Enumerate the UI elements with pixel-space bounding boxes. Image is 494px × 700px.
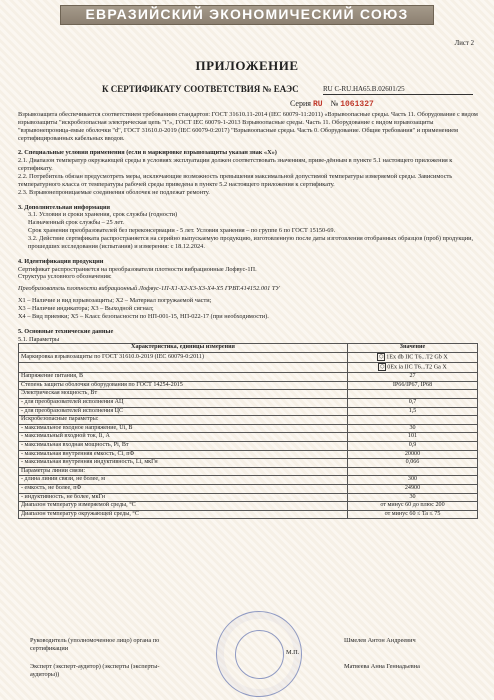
designation-x1-x2: X1 – Наличие и вид взрывозащиты; X2 – Материал погружаемой части; — [18, 297, 212, 305]
param-value — [348, 353, 478, 363]
param-value-text: 30 — [409, 424, 416, 431]
param-value-text: 0,066 — [405, 459, 420, 466]
section-2-item-1: 2.1. Диапазон температур окружающей среды в условиях эксплуатации должен соответствовать значениям, приве-дённым в пункте 5.1 настоящего приложения к сертификату. — [18, 157, 453, 173]
table-row — [19, 353, 478, 363]
document-body — [18, 111, 478, 519]
param-value — [348, 510, 478, 519]
param-value — [348, 493, 478, 502]
table-row — [19, 450, 478, 459]
table-row — [19, 390, 478, 399]
intro-paragraph: Взрывозащита обеспечивается соответствием требованиям стандартов: ГОСТ 31610.11-2014 (IEC 60079-11:2011) «Взрывоопасные среды. Часть 11. Оборудование с видом взрывозащиты "искробезопасная электрическая цепь "i"», ГОСТ IEC 60079-1-2013 Взрывоопасные среды. Часть 11. Оборудование с видом взрывозащиты "взрывонепроница-емые оболочки "d", ГОСТ 31610.0-2019 (IEC 60079-0:2017) "Взрывоопасные среды. Часть 0. Оборудование. Общие требования" и применением сертифицированных кабельных вводов. — [18, 111, 478, 142]
param-value-text: 300 — [407, 476, 418, 483]
expert-label: Эксперт (эксперт-аудитор) (эксперты (эксперты-аудиторы)) — [30, 663, 160, 678]
section-3-storage: Срок хранения преобразователей без переконсервации - 5 лет. Условия хранения – по группе 6 по ГОСТ 15150-69. — [28, 227, 336, 235]
param-value — [348, 459, 478, 468]
table-row — [19, 493, 478, 502]
param-value-text: 1Ex db IIC T6...T2 Gb X — [386, 354, 448, 361]
eaeu-banner: ЕВРАЗИЙСКИЙ ЭКОНОМИЧЕСКИЙ СОЮЗ — [60, 5, 434, 25]
table-row — [19, 363, 478, 373]
param-value — [348, 363, 478, 373]
param-value — [348, 442, 478, 451]
param-value — [348, 502, 478, 511]
table-row — [19, 485, 478, 494]
param-value-text: 27 — [409, 373, 416, 380]
table-row — [19, 510, 478, 519]
param-value — [348, 381, 478, 390]
designation-code: Преобразователь плотности вибрационный Лофвус-1П-Х1-Х2-Х3-Х3-Х4-Х5 ГРВТ.414152.001 ТУ — [18, 285, 280, 293]
designation-x3: X3 – Наличие индикатора; X3 – Выходной сигнал; — [18, 305, 154, 313]
stamp-mark: М.П. — [286, 649, 300, 656]
table-row — [19, 416, 478, 425]
table-row — [19, 442, 478, 451]
param-value-text: 30 — [409, 493, 416, 500]
param-name: - максимальная внутренняя индуктивность, Li, мкГн — [19, 459, 348, 468]
section-4-title: 4. Идентификация продукции — [18, 257, 104, 265]
table-row — [19, 424, 478, 433]
table-row — [19, 459, 478, 468]
section-3-item-1: 3.1. Условия и сроки хранения, срок службы (годности) — [28, 211, 178, 219]
param-value — [348, 390, 478, 399]
param-value-text: от минус 60 до плюс 200 — [380, 502, 445, 509]
table-row — [19, 467, 478, 476]
param-value — [348, 424, 478, 433]
param-value — [348, 450, 478, 459]
series-code: RU — [312, 100, 323, 109]
param-value-text: 0,9 — [408, 442, 417, 448]
param-name: - для преобразователей исполнения ЦС — [19, 407, 348, 416]
param-name: - максимальная внутренняя емкость, Ci, пФ — [19, 450, 348, 459]
param-value — [348, 476, 478, 485]
table-header-characteristic: Характеристика, единицы измерения — [19, 344, 348, 353]
param-value-text: 0Ex ia IIC T6...T2 Ga X — [387, 364, 447, 371]
head-label: Руководитель (уполномоченное лицо) органа по сертификации — [30, 637, 160, 652]
param-value — [348, 407, 478, 416]
section-2-item-3: 2.3. Взрывонепроницаемые соединения оболочек не подлежат ремонту. — [18, 188, 210, 196]
param-value — [348, 398, 478, 407]
param-name: Маркировка взрывозащиты по ГОСТ 31610.0-2019 (IEC 60079-0:2011) — [19, 353, 348, 363]
param-name — [19, 363, 348, 373]
param-value-text: 1,5 — [408, 407, 417, 414]
table-row — [19, 407, 478, 416]
param-value-text: от минус 60 ≤ Ta ≤ 75 — [384, 510, 441, 517]
param-name: - максимальный входной ток, Ii, А — [19, 433, 348, 442]
table-header-value: Значение — [348, 344, 478, 353]
param-value-text: 24900 — [404, 485, 421, 492]
param-value-text: 101 — [407, 433, 418, 440]
param-name: Напряжение питания, В — [19, 373, 348, 382]
param-name: - максимальная входная мощность, Pi, Вт — [19, 442, 348, 451]
section-5-title: 5. Основные технические данные — [18, 327, 114, 335]
param-name: Степень защиты оболочки оборудования по ГОСТ 14254-2015 — [19, 381, 348, 390]
ex-marking-icon: ⬡ — [379, 355, 384, 361]
param-value — [348, 485, 478, 494]
param-name: Диапазон температур окружающей среды, °С — [19, 510, 348, 519]
expert-name: Матвеева Анна Геннадьевна — [344, 663, 420, 670]
section-2-item-2: 2.2. Потребитель обязан предусмотреть меры, исключающие возможность превышения максимальной допустимой температуры измеряемой среды. Зависимость температурного класса от температуры рабочей среды приведена в пункте 5.2 настоящего приложения к сертификату. — [18, 173, 453, 188]
table-row — [19, 433, 478, 442]
series-label: Серия — [290, 99, 311, 108]
cert-number: RU C-RU.HA65.B.02601/25 — [323, 85, 473, 95]
section-2-title: 2. Специальные условия применения (если в маркировке взрывозащиты указан знак «Х») — [18, 149, 277, 157]
param-value — [348, 467, 478, 476]
param-name: - емкость, не более, пФ — [19, 485, 348, 494]
param-name: - максимальное входное напряжение, Ui, В — [19, 424, 348, 433]
head-name: Шмелев Антон Андреевич — [344, 637, 416, 644]
param-value-text: 0,7 — [408, 398, 417, 405]
param-name: - индуктивность, не более, мкГн — [19, 493, 348, 502]
table-row — [19, 502, 478, 511]
param-value — [348, 416, 478, 425]
table-row — [19, 373, 478, 382]
table-row — [19, 398, 478, 407]
sheet-number: Лист 2 — [454, 40, 474, 47]
table-row — [19, 381, 478, 390]
param-name: Диапазон температур измеряемой среды, °С — [19, 502, 348, 511]
table-row — [19, 476, 478, 485]
parameters-table — [18, 343, 478, 519]
series-number: 1061327 — [340, 100, 374, 109]
param-name: Параметры линии связи: — [19, 467, 348, 476]
signature-block — [18, 637, 478, 697]
param-name: - для преобразователей исполнения АЦ — [19, 398, 348, 407]
section-4-structure-label: Структура условного обозначения: — [18, 273, 112, 281]
param-name: Электрическая мощность, Вт — [19, 390, 348, 399]
ex-marking-icon: ⬡ — [380, 365, 385, 371]
param-name: Искробезопасные параметры: — [19, 416, 348, 425]
param-value-text: 20000 — [404, 450, 421, 457]
section-3-service-life: Назначенный срок службы – 25 лет. — [28, 219, 125, 227]
series-no-label: № — [330, 99, 339, 108]
param-value — [348, 433, 478, 442]
section-3-item-2: 3.2. Действие сертификата распространяется на серийно выпускаемую продукцию, изготовленную после даты изготовления отобранных образцов (проб) продукции, прошедших исследования (испытания) и измерения: с 18.12.2024. — [28, 235, 474, 250]
page-title: ПРИЛОЖЕНИЕ — [195, 58, 299, 73]
section-3-title: 3. Дополнительная информация — [18, 203, 110, 211]
param-name: - длина линии связи, не более, м — [19, 476, 348, 485]
param-value-text: IP66/IP67, IP68 — [392, 381, 433, 388]
designation-x4-x5: X4 – Вид приемки; X5 – Класс безопасности по НП-001-15, НП-022-17 (при необходимости). — [18, 312, 269, 320]
cert-prefix: К СЕРТИФИКАТУ СООТВЕТСТВИЯ № ЕАЭС — [102, 84, 299, 94]
section-4-scope: Сертификат распространяется на преобразователи плотности вибрационные Лофвус-1П. — [18, 265, 257, 273]
param-value — [348, 373, 478, 382]
series-line — [290, 99, 374, 110]
section-5-subtitle: 5.1. Параметры — [18, 335, 60, 343]
